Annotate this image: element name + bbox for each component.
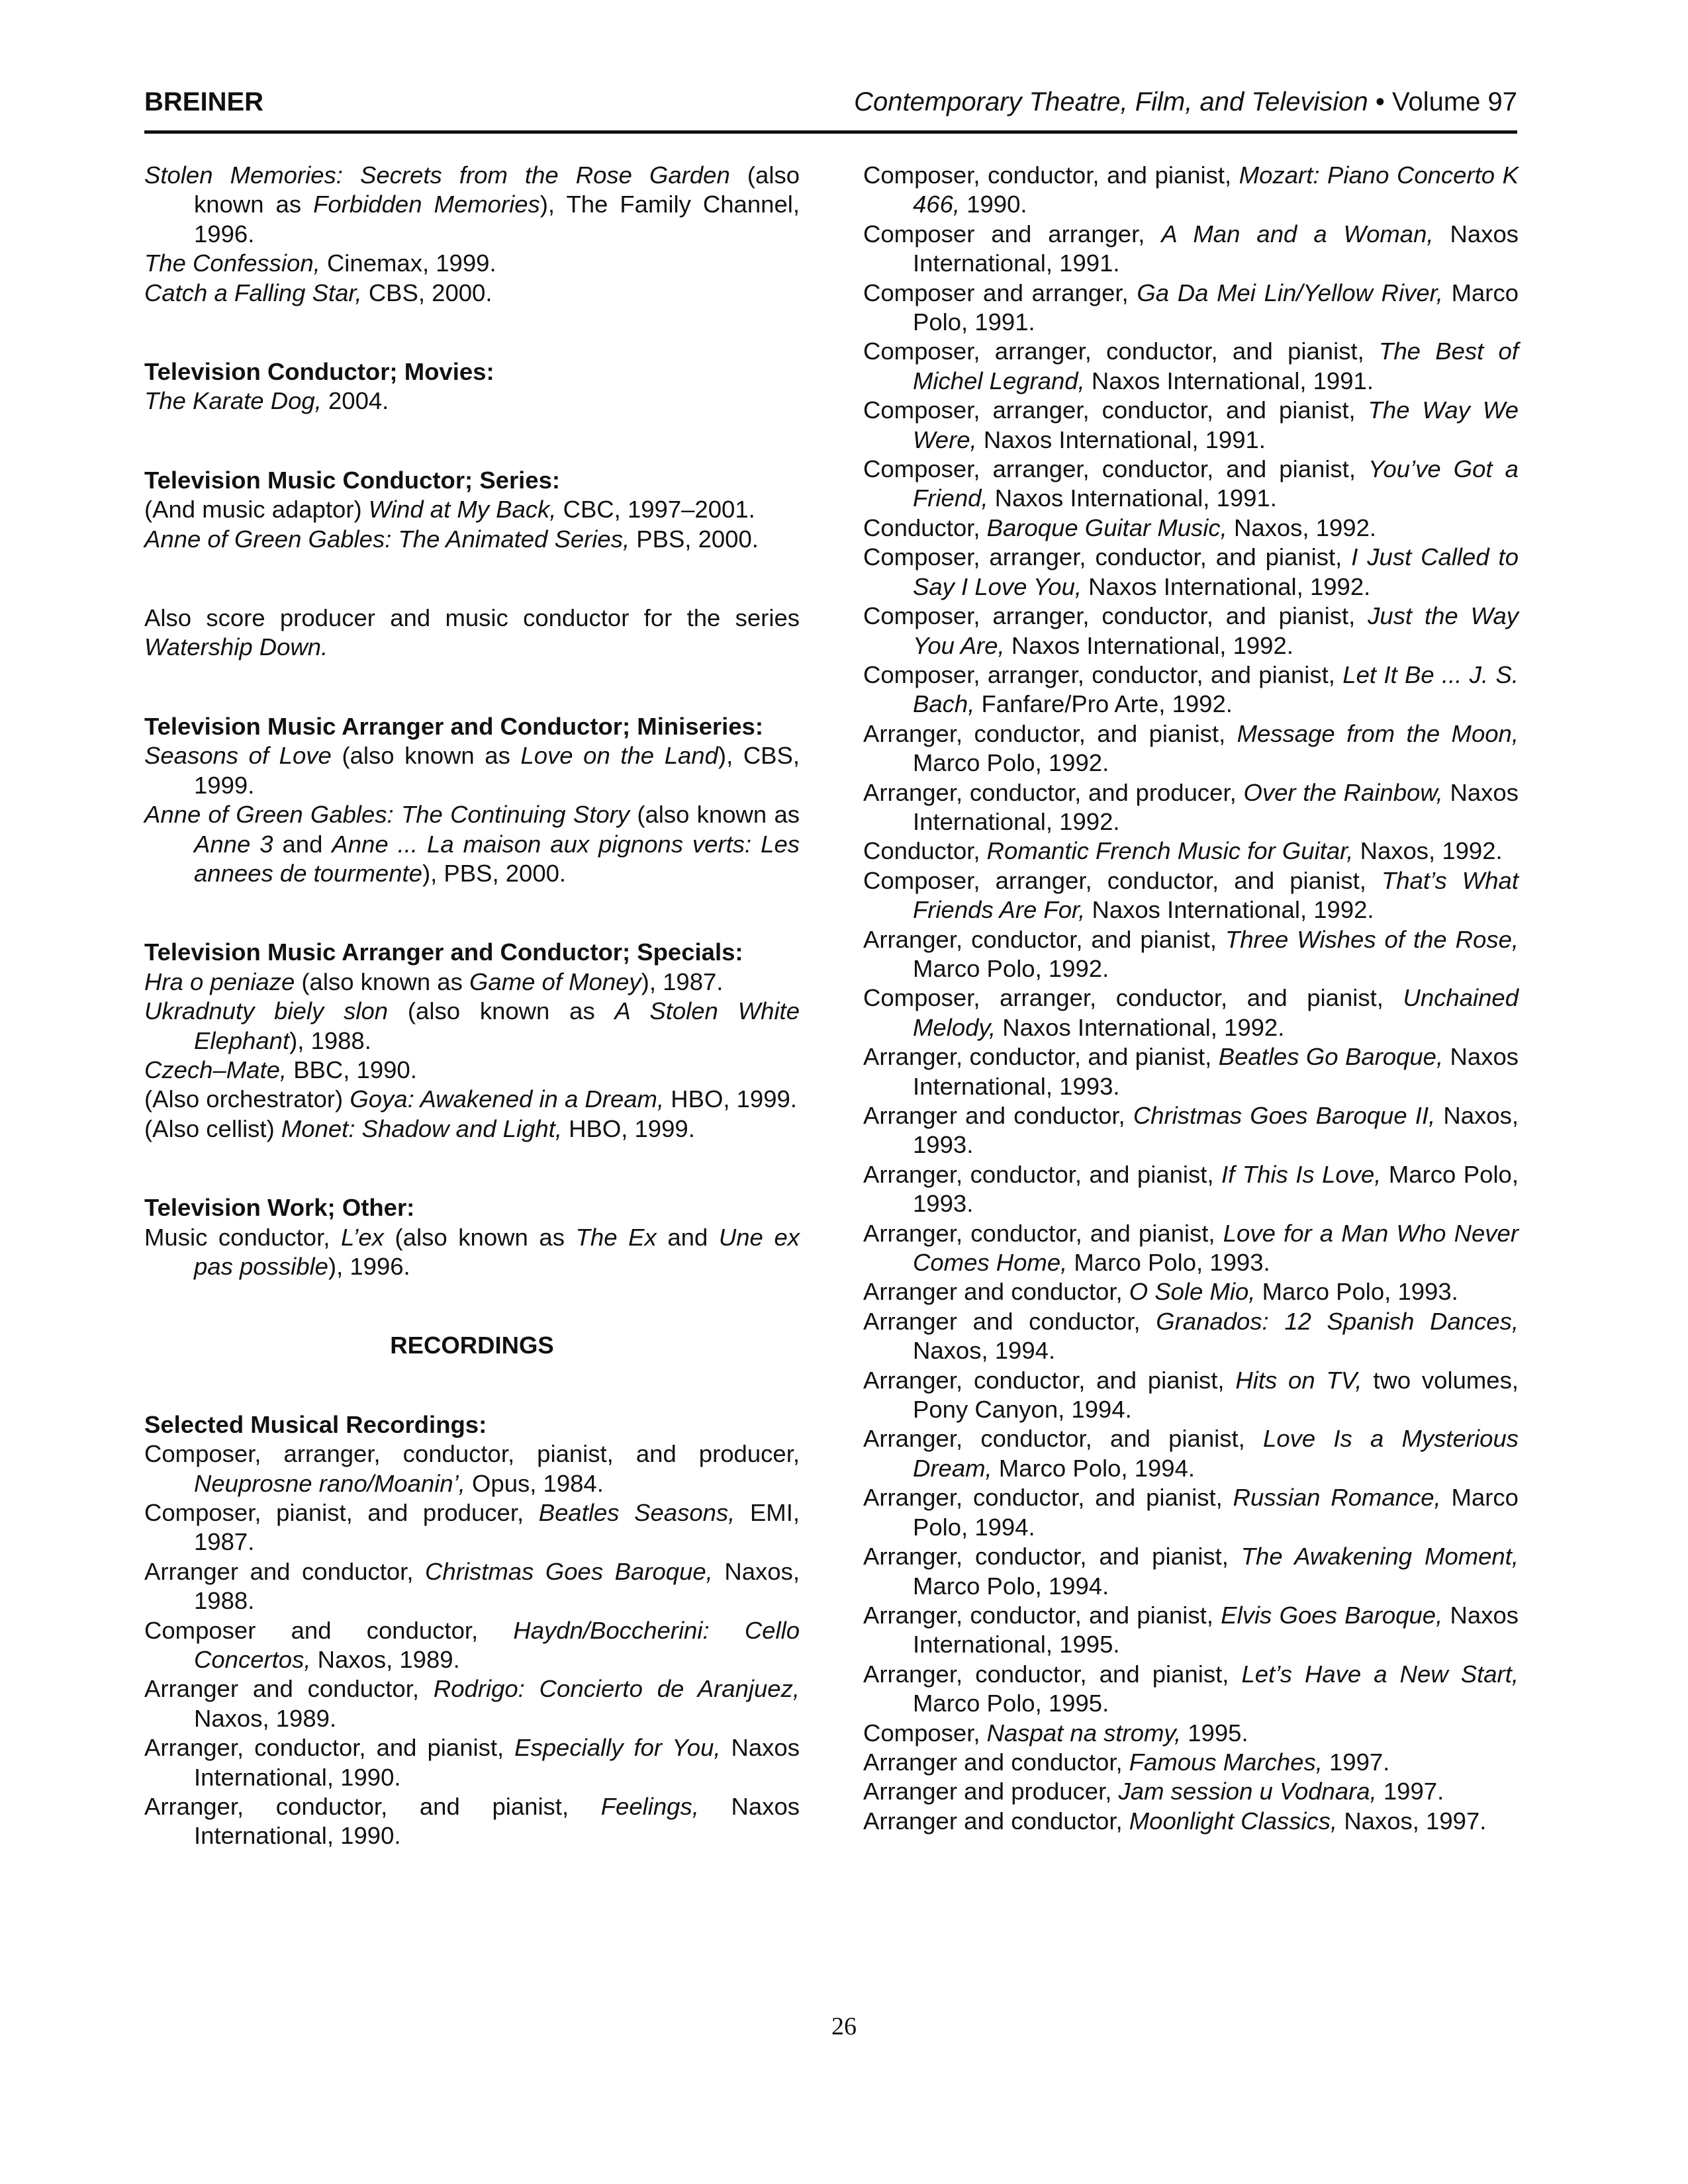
- entry-text: 1995.: [1181, 1719, 1248, 1747]
- work-title: L’ex: [340, 1223, 384, 1251]
- entry-text: Naxos International, 1991.: [1084, 367, 1374, 394]
- credit-entry: [863, 1807, 1519, 1836]
- entry-text: ), 1996.: [328, 1252, 410, 1280]
- entry-text: 1997.: [1322, 1748, 1390, 1776]
- credit-entry: [863, 1307, 1519, 1366]
- credit-entry: [144, 1223, 800, 1282]
- entry-text: Naxos International, 1993.: [913, 1043, 1519, 1100]
- credit-entry: [144, 495, 800, 524]
- credit-entry: [863, 396, 1519, 455]
- credit-entry: [144, 968, 800, 997]
- credit-entry: [863, 514, 1519, 543]
- credit-entry: [863, 983, 1519, 1042]
- work-title: Haydn/Boccherini: Cello Concertos,: [194, 1616, 800, 1674]
- work-title: Wind at My Back,: [368, 496, 557, 523]
- credit-entry: [863, 543, 1519, 602]
- work-title: O Sole Mio,: [1129, 1278, 1256, 1306]
- publication-title: Contemporary Theatre, Film, and Television: [854, 87, 1368, 116]
- entry-text: Arranger, conductor, and pianist,: [863, 1601, 1221, 1629]
- credit-entry: [863, 1777, 1519, 1806]
- entry-text: Composer and conductor,: [144, 1616, 514, 1644]
- note-paragraph: [144, 604, 800, 662]
- credit-entry: [144, 1792, 800, 1851]
- entry-text: Naxos International, 1992.: [996, 1013, 1285, 1041]
- credit-entry: [863, 602, 1519, 660]
- work-title: Let’s Have a New Start,: [1241, 1660, 1519, 1688]
- header-bullet: •: [1368, 87, 1392, 116]
- entry-text: 1997.: [1376, 1778, 1444, 1805]
- section-heading: Television Music Arranger and Conductor; Specials:: [144, 938, 743, 966]
- work-title: The Way We Were,: [913, 396, 1519, 453]
- work-title: Watership Down.: [144, 633, 328, 661]
- entry-text: Marco Polo, 1995.: [913, 1690, 1109, 1717]
- credit-entry: [863, 1101, 1519, 1160]
- header-entry-name: BREINER: [144, 87, 264, 116]
- work-title: Hra o peniaze: [144, 968, 295, 995]
- page-number: 26: [831, 2013, 857, 2040]
- credit-entry: [863, 1219, 1519, 1278]
- entry-text: ), 1987.: [641, 968, 724, 995]
- entry-text: CBS, 2000.: [361, 279, 492, 306]
- credit-entry: [863, 337, 1519, 396]
- work-title: Beatles Seasons,: [538, 1499, 735, 1526]
- entry-text: (also known as: [383, 1223, 576, 1251]
- credit-entry: [863, 279, 1519, 338]
- credit-entry: [863, 778, 1519, 837]
- credit-entry: [863, 161, 1519, 220]
- entry-text: Naxos International, 1991.: [913, 220, 1519, 277]
- entry-text: Opus, 1984.: [465, 1469, 604, 1497]
- volume-number: Volume 97: [1391, 87, 1517, 116]
- entry-text: Arranger, conductor, and pianist,: [863, 1219, 1223, 1247]
- entry-text: Composer, arranger, conductor, and pianist,: [863, 660, 1343, 688]
- work-title: Neuprosne rano/Moanin’,: [194, 1469, 465, 1497]
- work-title: Especially for You,: [514, 1734, 721, 1762]
- work-title: Jam session u Vodnara,: [1118, 1778, 1377, 1805]
- entry-text: Marco Polo, 1994.: [992, 1454, 1196, 1482]
- entry-text: Naxos International, 1995.: [913, 1601, 1519, 1659]
- entry-text: Composer, conductor, and pianist,: [863, 161, 1239, 189]
- entry-text: Composer, arranger, conductor, pianist, and producer,: [144, 1440, 800, 1468]
- entry-text: Arranger, conductor, and pianist,: [863, 1425, 1264, 1453]
- credit-entry: [144, 161, 800, 249]
- work-title: Russian Romance,: [1233, 1484, 1441, 1512]
- entry-text: Marco Polo, 1993.: [913, 1160, 1519, 1218]
- work-title: Stolen Memories: Secrets from the Rose Garden: [144, 161, 730, 189]
- credit-entry: [144, 1498, 800, 1557]
- credit-entry: [144, 997, 800, 1056]
- work-title: That’s What Friends Are For,: [913, 866, 1519, 924]
- entry-text: Arranger, conductor, and pianist,: [863, 1543, 1241, 1570]
- work-title: Love Is a Mysterious Dream,: [913, 1425, 1519, 1482]
- credit-entry: [144, 1616, 800, 1675]
- entry-text: Composer, arranger, conductor, and pianist,: [863, 602, 1368, 630]
- entry-text: Marco Polo, 1993.: [1067, 1249, 1270, 1277]
- credit-entry: [144, 387, 800, 416]
- entry-text: Naxos, 1988.: [194, 1557, 800, 1615]
- entry-text: Naxos International, 1992.: [1004, 631, 1293, 659]
- entry-text: Marco Polo, 1993.: [1255, 1278, 1458, 1306]
- work-title: Just the Way You Are,: [913, 602, 1519, 659]
- credit-entry: [863, 1277, 1519, 1306]
- entry-text: Naxos, 1992.: [1227, 514, 1377, 541]
- entry-text: Composer,: [863, 1719, 987, 1747]
- credit-entry: [863, 837, 1519, 866]
- work-title: I Just Called to Say I Love You,: [913, 543, 1519, 600]
- work-title: Monet: Shadow and Light,: [281, 1115, 562, 1142]
- entry-text: HBO, 1999.: [664, 1085, 797, 1113]
- entry-text: ), 1988.: [289, 1026, 371, 1054]
- work-title: Beatles Go Baroque,: [1218, 1043, 1444, 1071]
- credit-entry: [144, 1674, 800, 1733]
- entry-text: Naxos, 1993.: [913, 1102, 1519, 1159]
- entry-text: Naxos, 1997.: [1337, 1807, 1487, 1835]
- work-title: Czech–Mate,: [144, 1056, 287, 1083]
- credit-entry: [863, 1366, 1519, 1425]
- work-title: Let It Be ... J. S. Bach,: [913, 660, 1519, 718]
- work-title: Catch a Falling Star,: [144, 279, 362, 306]
- entry-text: Arranger, conductor, and pianist,: [863, 1660, 1242, 1688]
- entry-text: ), PBS, 2000.: [422, 859, 567, 887]
- entry-text: Composer and arranger,: [863, 220, 1162, 248]
- work-title: Forbidden Memories: [313, 191, 540, 218]
- work-title: Seasons of Love: [144, 742, 332, 770]
- entry-text: Naxos International, 1990.: [194, 1793, 800, 1850]
- credit-entry: [144, 279, 800, 308]
- entry-text: Arranger, conductor, and producer,: [863, 778, 1244, 806]
- entry-text: ), CBS, 1999.: [194, 742, 800, 799]
- entry-text: BBC, 1990.: [287, 1056, 417, 1083]
- credit-entry: [863, 1042, 1519, 1101]
- work-title: Rodrigo: Concierto de Aranjuez,: [433, 1675, 800, 1703]
- credit-entry: [144, 1085, 800, 1114]
- work-title: Three Wishes of the Rose,: [1225, 925, 1519, 953]
- entry-text: Composer, arranger, conductor, and pianist,: [863, 338, 1380, 365]
- entry-text: Naxos, 1992.: [1353, 837, 1503, 865]
- work-title: Goya: Awakened in a Dream,: [350, 1085, 665, 1113]
- entry-text: (also known as: [295, 968, 469, 995]
- section-heading: Television Work; Other:: [144, 1194, 415, 1222]
- credit-entry: [863, 660, 1519, 719]
- entry-text: ), The Family Channel, 1996.: [194, 191, 800, 248]
- section-heading: Selected Musical Recordings:: [144, 1410, 487, 1438]
- section-heading: Television Conductor; Movies:: [144, 358, 494, 386]
- work-title: Game of Money: [469, 968, 641, 995]
- entry-text: Naxos International, 1991.: [988, 484, 1277, 512]
- entry-text: Arranger, conductor, and pianist,: [863, 719, 1237, 747]
- entry-text: (also known as: [630, 801, 800, 829]
- entry-text: Arranger, conductor, and pianist,: [863, 925, 1225, 953]
- work-title: You’ve Got a Friend,: [913, 455, 1519, 512]
- entry-text: PBS, 2000.: [630, 525, 759, 553]
- entry-text: Arranger and conductor,: [863, 1102, 1133, 1129]
- work-title: The Confession,: [144, 250, 320, 277]
- entry-text: Cinemax, 1999.: [320, 250, 496, 277]
- work-title: Elvis Goes Baroque,: [1221, 1601, 1443, 1629]
- header-rule: [144, 130, 1517, 134]
- entry-text: Conductor,: [863, 514, 987, 541]
- work-title: Granados: 12 Spanish Dances,: [1156, 1307, 1519, 1335]
- credit-entry: [144, 741, 800, 800]
- work-title: Baroque Guitar Music,: [986, 514, 1227, 541]
- header-publication: [854, 87, 1517, 117]
- credit-entry: [144, 249, 800, 278]
- entry-text: Arranger, conductor, and pianist,: [863, 1366, 1236, 1394]
- entry-text: (Also orchestrator): [144, 1085, 350, 1113]
- credit-entry: [863, 1160, 1519, 1219]
- credit-entry: [863, 1660, 1519, 1719]
- entry-text: Fanfare/Pro Arte, 1992.: [974, 690, 1233, 718]
- entry-text: (And music adaptor): [144, 496, 369, 523]
- work-title: Mozart: Piano Concerto K 466,: [913, 161, 1519, 218]
- entry-text: Also score producer and music conductor for the series: [144, 604, 800, 632]
- entry-text: Arranger, conductor, and pianist,: [863, 1043, 1219, 1071]
- work-title: Ukradnuty biely slon: [144, 997, 389, 1025]
- work-title: Ga Da Mei Lin/Yellow River,: [1137, 279, 1443, 306]
- work-title: If This Is Love,: [1221, 1160, 1382, 1188]
- entry-text: Composer, arranger, conductor, and pianist,: [863, 396, 1368, 424]
- work-title: Unchained Melody,: [913, 984, 1519, 1041]
- running-header: [144, 87, 1517, 120]
- work-title: Naspat na stromy,: [986, 1719, 1182, 1747]
- credit-entry: [144, 1733, 800, 1792]
- credit-entry: [863, 1748, 1519, 1777]
- entry-text: Marco Polo, 1994.: [913, 1572, 1109, 1600]
- work-title: A Stolen White Elephant: [194, 997, 800, 1054]
- work-title: The Karate Dog,: [144, 387, 322, 415]
- credit-entry: [863, 719, 1519, 778]
- entry-text: Composer, pianist, and producer,: [144, 1499, 539, 1526]
- work-title: Une ex pas possible: [194, 1223, 800, 1280]
- entry-text: 2004.: [321, 387, 389, 415]
- entry-text: Arranger, conductor, and pianist,: [144, 1793, 601, 1821]
- credit-entry: [863, 220, 1519, 279]
- work-title: Anne ... La maison aux pignons verts: Les annees de tourmente: [194, 830, 800, 887]
- section-heading: Television Music Arranger and Conductor; Miniseries:: [144, 712, 763, 740]
- entry-text: HBO, 1999.: [561, 1115, 695, 1142]
- entry-text: two volumes, Pony Canyon, 1994.: [913, 1366, 1519, 1424]
- entry-text: Composer, arranger, conductor, and pianist,: [863, 543, 1352, 571]
- work-title: Anne 3: [194, 830, 273, 858]
- entry-text: and: [273, 830, 332, 858]
- credit-entry: [863, 925, 1519, 984]
- credit-entry: [144, 1056, 800, 1085]
- entry-text: Arranger, conductor, and pianist,: [144, 1734, 515, 1762]
- entry-text: Naxos, 1994.: [913, 1337, 1056, 1365]
- credit-entry: [144, 525, 800, 554]
- work-title: Romantic French Music for Guitar,: [986, 837, 1354, 865]
- work-title: Famous Marches,: [1129, 1748, 1323, 1776]
- work-title: Message from the Moon,: [1237, 719, 1519, 747]
- entry-text: Arranger and conductor,: [144, 1675, 434, 1703]
- left-column: [144, 161, 800, 1851]
- credit-entry: [144, 1115, 800, 1144]
- entry-text: Arranger and conductor,: [863, 1278, 1129, 1306]
- credit-entry: [144, 1557, 800, 1616]
- entry-text: (also known as: [194, 161, 800, 218]
- work-title: The Ex: [575, 1223, 657, 1251]
- credit-entry: [863, 1601, 1519, 1660]
- work-title: Love on the Land: [520, 742, 718, 770]
- entry-text: Naxos International, 1991.: [976, 426, 1266, 453]
- section-heading: Television Music Conductor; Series:: [144, 466, 561, 494]
- entry-text: Composer, arranger, conductor, and pianist,: [863, 455, 1369, 483]
- entry-text: Music conductor,: [144, 1223, 341, 1251]
- credit-entry: [863, 1542, 1519, 1601]
- work-title: Hits on TV,: [1235, 1366, 1362, 1394]
- entry-text: Composer, arranger, conductor, and pianist,: [863, 866, 1382, 894]
- credit-entry: [863, 1424, 1519, 1483]
- work-title: Love for a Man Who Never Comes Home,: [913, 1219, 1519, 1277]
- right-column: [863, 161, 1519, 1836]
- credit-entry: [144, 800, 800, 888]
- entry-text: Marco Polo, 1991.: [913, 279, 1519, 336]
- entry-text: (also known as: [388, 997, 615, 1025]
- entry-text: (also known as: [331, 742, 521, 770]
- entry-text: Marco Polo, 1992.: [913, 954, 1109, 982]
- entry-text: (Also cellist): [144, 1115, 281, 1142]
- entry-text: Marco Polo, 1994.: [913, 1484, 1519, 1541]
- work-title: Moonlight Classics,: [1129, 1807, 1338, 1835]
- entry-text: Naxos International, 1992.: [1082, 572, 1371, 600]
- entry-text: Arranger, conductor, and pianist,: [863, 1160, 1222, 1188]
- entry-text: Conductor,: [863, 837, 987, 865]
- entry-text: 1990.: [960, 191, 1027, 218]
- entry-text: and: [656, 1223, 719, 1251]
- work-title: The Awakening Moment,: [1241, 1543, 1519, 1570]
- entry-text: Naxos, 1989.: [194, 1704, 337, 1732]
- work-title: The Best of Michel Legrand,: [913, 338, 1519, 394]
- credit-entry: [144, 1439, 800, 1498]
- entry-text: Arranger and conductor,: [144, 1557, 426, 1585]
- entry-text: Naxos, 1989.: [310, 1646, 460, 1674]
- entry-text: Composer and arranger,: [863, 279, 1137, 306]
- work-title: Christmas Goes Baroque,: [425, 1557, 713, 1585]
- work-title: Anne of Green Gables: The Animated Series,: [144, 525, 630, 553]
- entry-text: Arranger and conductor,: [863, 1307, 1156, 1335]
- credit-entry: [863, 1483, 1519, 1542]
- credit-entry: [863, 866, 1519, 925]
- work-title: Feelings,: [600, 1793, 699, 1821]
- entry-text: EMI, 1987.: [194, 1499, 800, 1556]
- credit-entry: [863, 455, 1519, 514]
- section-title: RECORDINGS: [390, 1332, 554, 1359]
- entry-text: Naxos International, 1992.: [1085, 896, 1374, 924]
- entry-text: CBC, 1997–2001.: [556, 496, 755, 523]
- entry-text: Naxos International, 1992.: [913, 778, 1519, 835]
- work-title: Over the Rainbow,: [1243, 778, 1443, 806]
- credit-entry: [863, 1719, 1519, 1748]
- work-title: Anne of Green Gables: The Continuing Story: [144, 801, 630, 829]
- entry-text: Naxos International, 1990.: [194, 1734, 800, 1791]
- work-title: Christmas Goes Baroque II,: [1133, 1102, 1436, 1129]
- entry-text: Arranger and producer,: [863, 1778, 1119, 1805]
- entry-text: Arranger and conductor,: [863, 1748, 1129, 1776]
- work-title: A Man and a Woman,: [1161, 220, 1434, 248]
- entry-text: Composer, arranger, conductor, and pianist,: [863, 984, 1403, 1012]
- entry-text: Arranger and conductor,: [863, 1807, 1129, 1835]
- entry-text: Marco Polo, 1992.: [913, 749, 1109, 777]
- entry-text: Arranger, conductor, and pianist,: [863, 1484, 1233, 1512]
